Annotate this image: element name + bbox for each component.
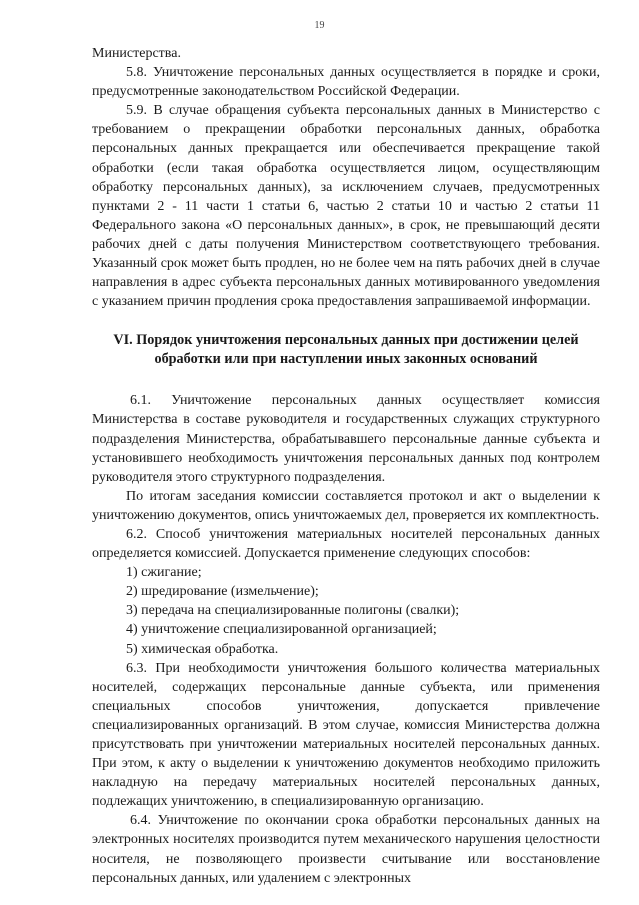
paragraph-6-4: 6.4. Уничтожение по окончании срока обработки персональных данных на электронных носителях производится путем механического нарушения целостности носителя, не позволяющего произвести считывание или восстановление персональных данных, или удалением с электронных — [92, 813, 600, 886]
section-heading: VI. Порядок уничтожения персональных данных при достижении целей обработки или при наступлении иных законных оснований — [113, 332, 579, 368]
page-number: 19 — [314, 20, 325, 31]
list-item: 2) шредирование (измельчение); — [126, 584, 319, 600]
paragraph-6-1: 6.1. Уничтожение персональных данных осуществляет комиссия Министерства в составе руководителя и государственных служащих структурного подразделения Министерства, обрабатывавшего персональные данные субъекта и установившего необходимость уничтожения персональных данных под контролем руководителя этого структурного подразделения. — [92, 393, 600, 485]
list-item: 3) передача на специализированные полигоны (свалки); — [126, 603, 460, 619]
document-body — [92, 44, 600, 888]
paragraph-continuation: Министерства. — [92, 46, 181, 61]
methods-list — [92, 563, 600, 658]
paragraph-6-2: 6.2. Способ уничтожения материальных носителей персональных данных определяется комиссией. Допускается применение следующих способов: — [92, 526, 600, 562]
list-item: 5) химическая обработка. — [126, 641, 279, 657]
list-item: 4) уничтожение специализированной организацией; — [126, 622, 437, 638]
list-item: 1) сжигание; — [126, 565, 202, 581]
paragraph-protocol: По итогам заседания комиссии составляется протокол и акт о выделении к уничтожению документов, опись уничтожаемых дел, проверяется их комплектность. — [92, 488, 600, 523]
paragraph-6-3: 6.3. При необходимости уничтожения большого количества материальных носителей, содержащих персональные данные субъекта, или применения специальных способов уничтожения, допускается привлечение специализированных организаций. В этом случае, комиссия Министерства должна присутствовать при уничтожении материальных носителей персональных данных. При этом, к акту о выделении к уничтожению документов необходимо приложить накладную на передачу материальных носителей персональных данных, подлежащих уничтожению, в специализированную организацию. — [92, 660, 600, 810]
paragraph-5-8: 5.8. Уничтожение персональных данных осуществляется в порядке и сроки, предусмотренные законодательством Российской Федерации. — [92, 65, 600, 100]
paragraph-5-9: 5.9. В случае обращения субъекта персональных данных в Министерство с требованием о прекращении обработки персональных данных, обработка персональных данных прекращается или обеспечивается прекращение такой обработки (если такая обработка осуществляется лицом, осуществляющим обработку персональных данных), за исключением случаев, предусмотренных пунктами 2 - 11 части 1 статьи 6, частью 2 статьи 10 и частью 2 статьи 11 Федерального закона «О персональных данных», в срок, не превышающий десяти рабочих дней с даты получения Министерством соответствующего требования. Указанный срок может быть продлен, но не более чем на пять рабочих дней в случае направления в адрес субъекта персональных данных мотивированного уведомления с указанием причин продления срока предоставления запрашиваемой информации. — [92, 103, 600, 310]
